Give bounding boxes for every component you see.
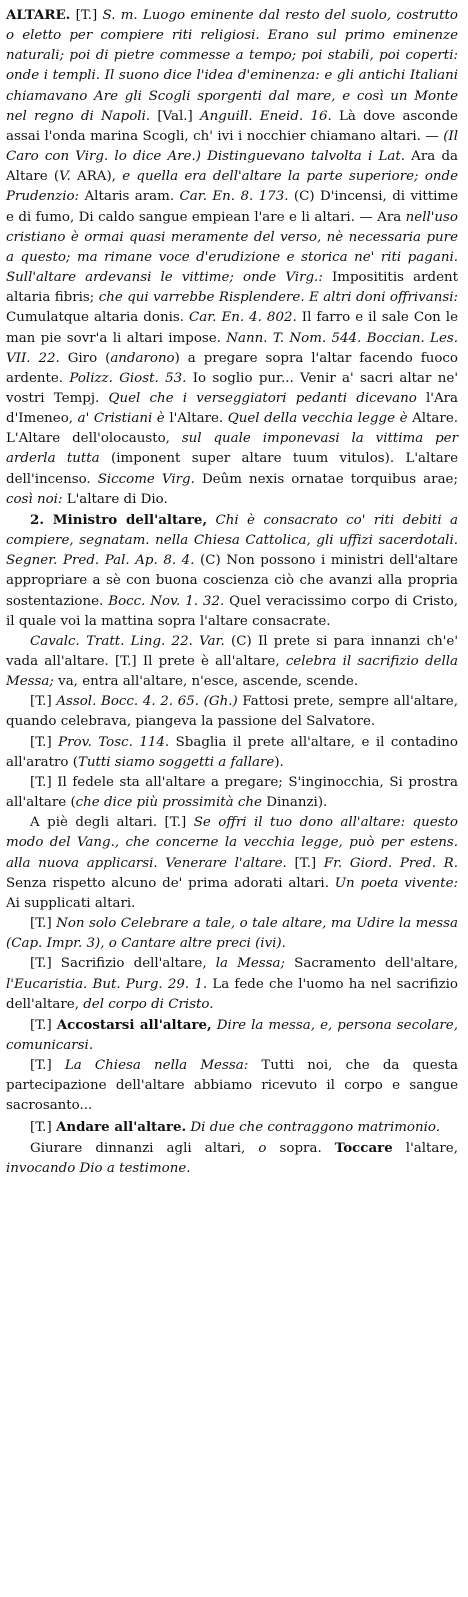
- citation: Polizz. Giost. 53.: [69, 370, 187, 386]
- note: andarono: [110, 350, 175, 366]
- quote: Ai supplicati altari.: [6, 895, 136, 911]
- entry-paragraph-12: [6, 1117, 458, 1138]
- text: l'altare,: [392, 1140, 458, 1156]
- text: l'Altare.: [164, 411, 228, 427]
- note: Un poeta vivente:: [334, 875, 459, 891]
- text: ).: [274, 754, 284, 770]
- phrase: Andare all'altare.: [55, 1118, 187, 1135]
- note: e quella era dell'altare la parte superiore; onde Prudenzio:: [6, 169, 459, 205]
- entry-paragraph-4: [6, 692, 458, 732]
- text: Altare. L'Altare dell'olocausto,: [6, 411, 458, 447]
- text: sopra.: [266, 1140, 335, 1156]
- text: [T.]: [30, 1119, 56, 1135]
- phrase: Toccare: [334, 1139, 393, 1156]
- quote: Altaris aram.: [79, 189, 180, 205]
- quote: Senza rispetto alcuno de' prima adorati altari.: [6, 875, 335, 891]
- text: L'altare di Dio.: [62, 491, 168, 507]
- headword: ALTARE.: [6, 7, 71, 23]
- text: [T.]: [70, 8, 103, 23]
- text: [T.] Sacrifizio dell'altare,: [30, 956, 216, 972]
- phrase: Ministro dell'altare,: [52, 511, 208, 528]
- quote: Fattosi prete, sempre all'altare, quando celebrava, piangeva la passione del Salvatore.: [6, 694, 458, 730]
- text: [T.]: [30, 734, 59, 750]
- citation: l'Eucaristia. But. Purg. 29. 1.: [6, 976, 208, 992]
- quote: Il farro e il sale Con le man pie sovr'a li altari impose.: [6, 310, 458, 346]
- quote: ) a pregare sopra l'altar facendo fuoco ardente.: [6, 350, 458, 386]
- text: [T.] Il fedele sta all'altare a pregare; S'inginocchia, Si prostra all'altare (: [6, 774, 458, 811]
- note: celebra il sacrifizio della Messa;: [6, 654, 458, 690]
- quote: Giro (: [59, 350, 111, 366]
- entry-paragraph-7: [6, 813, 458, 914]
- quote: Imposititis ardent altaria fibris;: [6, 270, 459, 306]
- entry-paragraph-11: [6, 1056, 458, 1116]
- note: a' Cristiani è: [77, 411, 165, 427]
- text: Giurare dinnanzi agli altari,: [30, 1140, 259, 1156]
- quote: (C) Non possono i ministri dell'altare appropriare a sè con buona coscienza ciò che avanzi alla propria sostentazione.: [6, 553, 458, 609]
- text: [Val.]: [150, 108, 200, 124]
- note: Non solo Celebrare a tale, o tale altare, ma Udire la messa (Cap. Impr. 3), o Cantare altre preci (ivi).: [6, 916, 458, 952]
- citation: Car. En. 8. 173.: [179, 189, 289, 205]
- note: (Il Caro con Virg. lo dice Are.) Distinguevano talvolta i Lat.: [6, 128, 458, 165]
- text: [T.]: [30, 694, 57, 710]
- text: (imponent super altare tuum vitulos). L'altare dell'incenso.: [6, 451, 459, 487]
- definition: invocando Dio a testimone.: [6, 1160, 191, 1176]
- note: Quel che i verseggiatori pedanti dicevano: [108, 390, 417, 406]
- quote: La fede che l'uomo ha nel sacrifizio dell'altare,: [6, 976, 458, 1012]
- citation: La Chiesa nella Messa:: [64, 1058, 249, 1074]
- citation: Bocc. Nov. 1. 32.: [108, 593, 225, 609]
- citation: Prov. Tosc. 114.: [58, 734, 170, 750]
- entry-paragraph-6: [6, 773, 458, 813]
- text: Sacramento dell'altare,: [285, 956, 459, 972]
- definition: Di due che contraggono matrimonio.: [190, 1119, 440, 1135]
- entry-paragraph-10: [6, 1015, 458, 1056]
- note: Siccome Virg.: [97, 471, 195, 487]
- citation: Fr. Giord. Pred. R.: [323, 855, 458, 871]
- citation: Assol. Bocc. 4. 2. 65. (Gh.): [56, 694, 238, 710]
- entry-paragraph-8: [6, 914, 458, 954]
- note: che dice più prossimità che: [75, 795, 262, 811]
- quote: Là dove asconde assai l'onda marina Scogli, ch' ivi i nocchier chiamano altari. —: [6, 108, 458, 144]
- phrase: Accostarsi all'altare,: [56, 1016, 212, 1033]
- entry-paragraph-sense-2: [6, 510, 458, 632]
- citation: Cavalc. Tratt. Ling. 22. Var.: [30, 633, 225, 649]
- note: la Messa;: [215, 956, 286, 972]
- text: va, entra all'altare, n'esce, ascende, scende.: [53, 674, 359, 690]
- note: Se offri il tuo dono all'altare: questo modo del Vang., che concerne la vecchia legge, può per estens. alla nuova applicarsi. Venerare l'altare.: [6, 815, 458, 871]
- text: Dinanzi).: [261, 795, 328, 811]
- quote: Deûm nexis ornatae torquibus arae;: [194, 471, 458, 487]
- quote: (C) Il prete si para innanzi ch'e' vada all'altare. [T.] Il prete è all'altare,: [6, 633, 458, 669]
- note: Quel della vecchia legge è: [227, 411, 408, 427]
- quote: Sbaglia il prete all'altare, e il contadino all'aratro (: [6, 734, 458, 770]
- text: [T.]: [30, 1017, 57, 1033]
- note: sul quale imponevasi la vittima per arderla tutta: [6, 431, 458, 467]
- text: ARA),: [70, 169, 123, 185]
- text: [T.]: [286, 855, 324, 871]
- quote: (C) D'incensi, di vittime e di fumo, Di caldo sangue empiean l'are e li altari. — Ara: [6, 189, 459, 225]
- quote: Cumulatque altaria donis.: [6, 310, 189, 326]
- text: [207, 513, 215, 528]
- note: Tutti siamo soggetti a fallare: [77, 754, 275, 770]
- text: l'Ara d'Imeneo,: [6, 390, 458, 427]
- note: o: [258, 1140, 267, 1156]
- entry-paragraph-5: [6, 733, 458, 773]
- definition: Dire la messa, e, persona secolare, comunicarsi.: [6, 1017, 458, 1053]
- note: così noi:: [6, 491, 63, 507]
- note: nell'uso cristiano è ormai quasi meramente del verso, nè necessaria pure a questo; ma rimane voce d'erudizione e storica ne' riti pagani. Sull'altare ardevansi le vittime; onde Virg.:: [6, 209, 458, 286]
- entry-paragraph-main: [6, 5, 458, 510]
- note: che qui varrebbe Risplendere. E altri doni offrivansi:: [98, 290, 458, 306]
- text: V.: [59, 169, 71, 185]
- text: A piè degli altari. [T.]: [30, 815, 194, 831]
- note: del corpo di Cristo.: [83, 996, 214, 1012]
- definition: Chi è consacrato co' riti debiti a compiere, segnatam. nella Chiesa Cattolica, gli uffizi sacerdotali. Segner. Pred. Pal. Ap. 8. 4.: [6, 512, 458, 569]
- text: [T.]: [30, 916, 57, 932]
- text: Ara da Altare (: [6, 149, 458, 185]
- citation: Car. En. 4. 802.: [189, 310, 297, 326]
- quote: Quel veracissimo corpo di Cristo, il quale voi la mattina sopra l'altare consacrate.: [6, 593, 458, 629]
- definition: S. m. Luogo eminente dal resto del suolo, costrutto o eletto per compiere riti religiosi. Erano sul primo eminenze naturali; poi di pietre commesse a tempo; poi stabili, poi coperti: onde i templi. Il suono dice l'idea d'eminenza: e gli antichi Italiani chiamavano Are gli Scogli sporgenti dal mare, e così un Monte nel regno di Napoli.: [6, 8, 458, 124]
- sense-number: 2.: [30, 511, 53, 528]
- entry-paragraph-13: [6, 1138, 458, 1179]
- citation: Nann. T. Nom. 544. Boccian. Les. VII. 22.: [6, 330, 459, 366]
- entry-paragraph-9: [6, 954, 458, 1014]
- quote: Io soglio pur... Venir a' sacri altar ne' vostri Tempj.: [6, 370, 458, 406]
- citation: Anguill. Eneid. 16.: [199, 108, 332, 124]
- text: [T.]: [30, 1058, 65, 1074]
- quote: Tutti noi, che da questa partecipazione dell'altare abbiamo ricevuto il corpo e sangue sacrosanto...: [6, 1058, 458, 1114]
- entry-paragraph-3: [6, 632, 458, 692]
